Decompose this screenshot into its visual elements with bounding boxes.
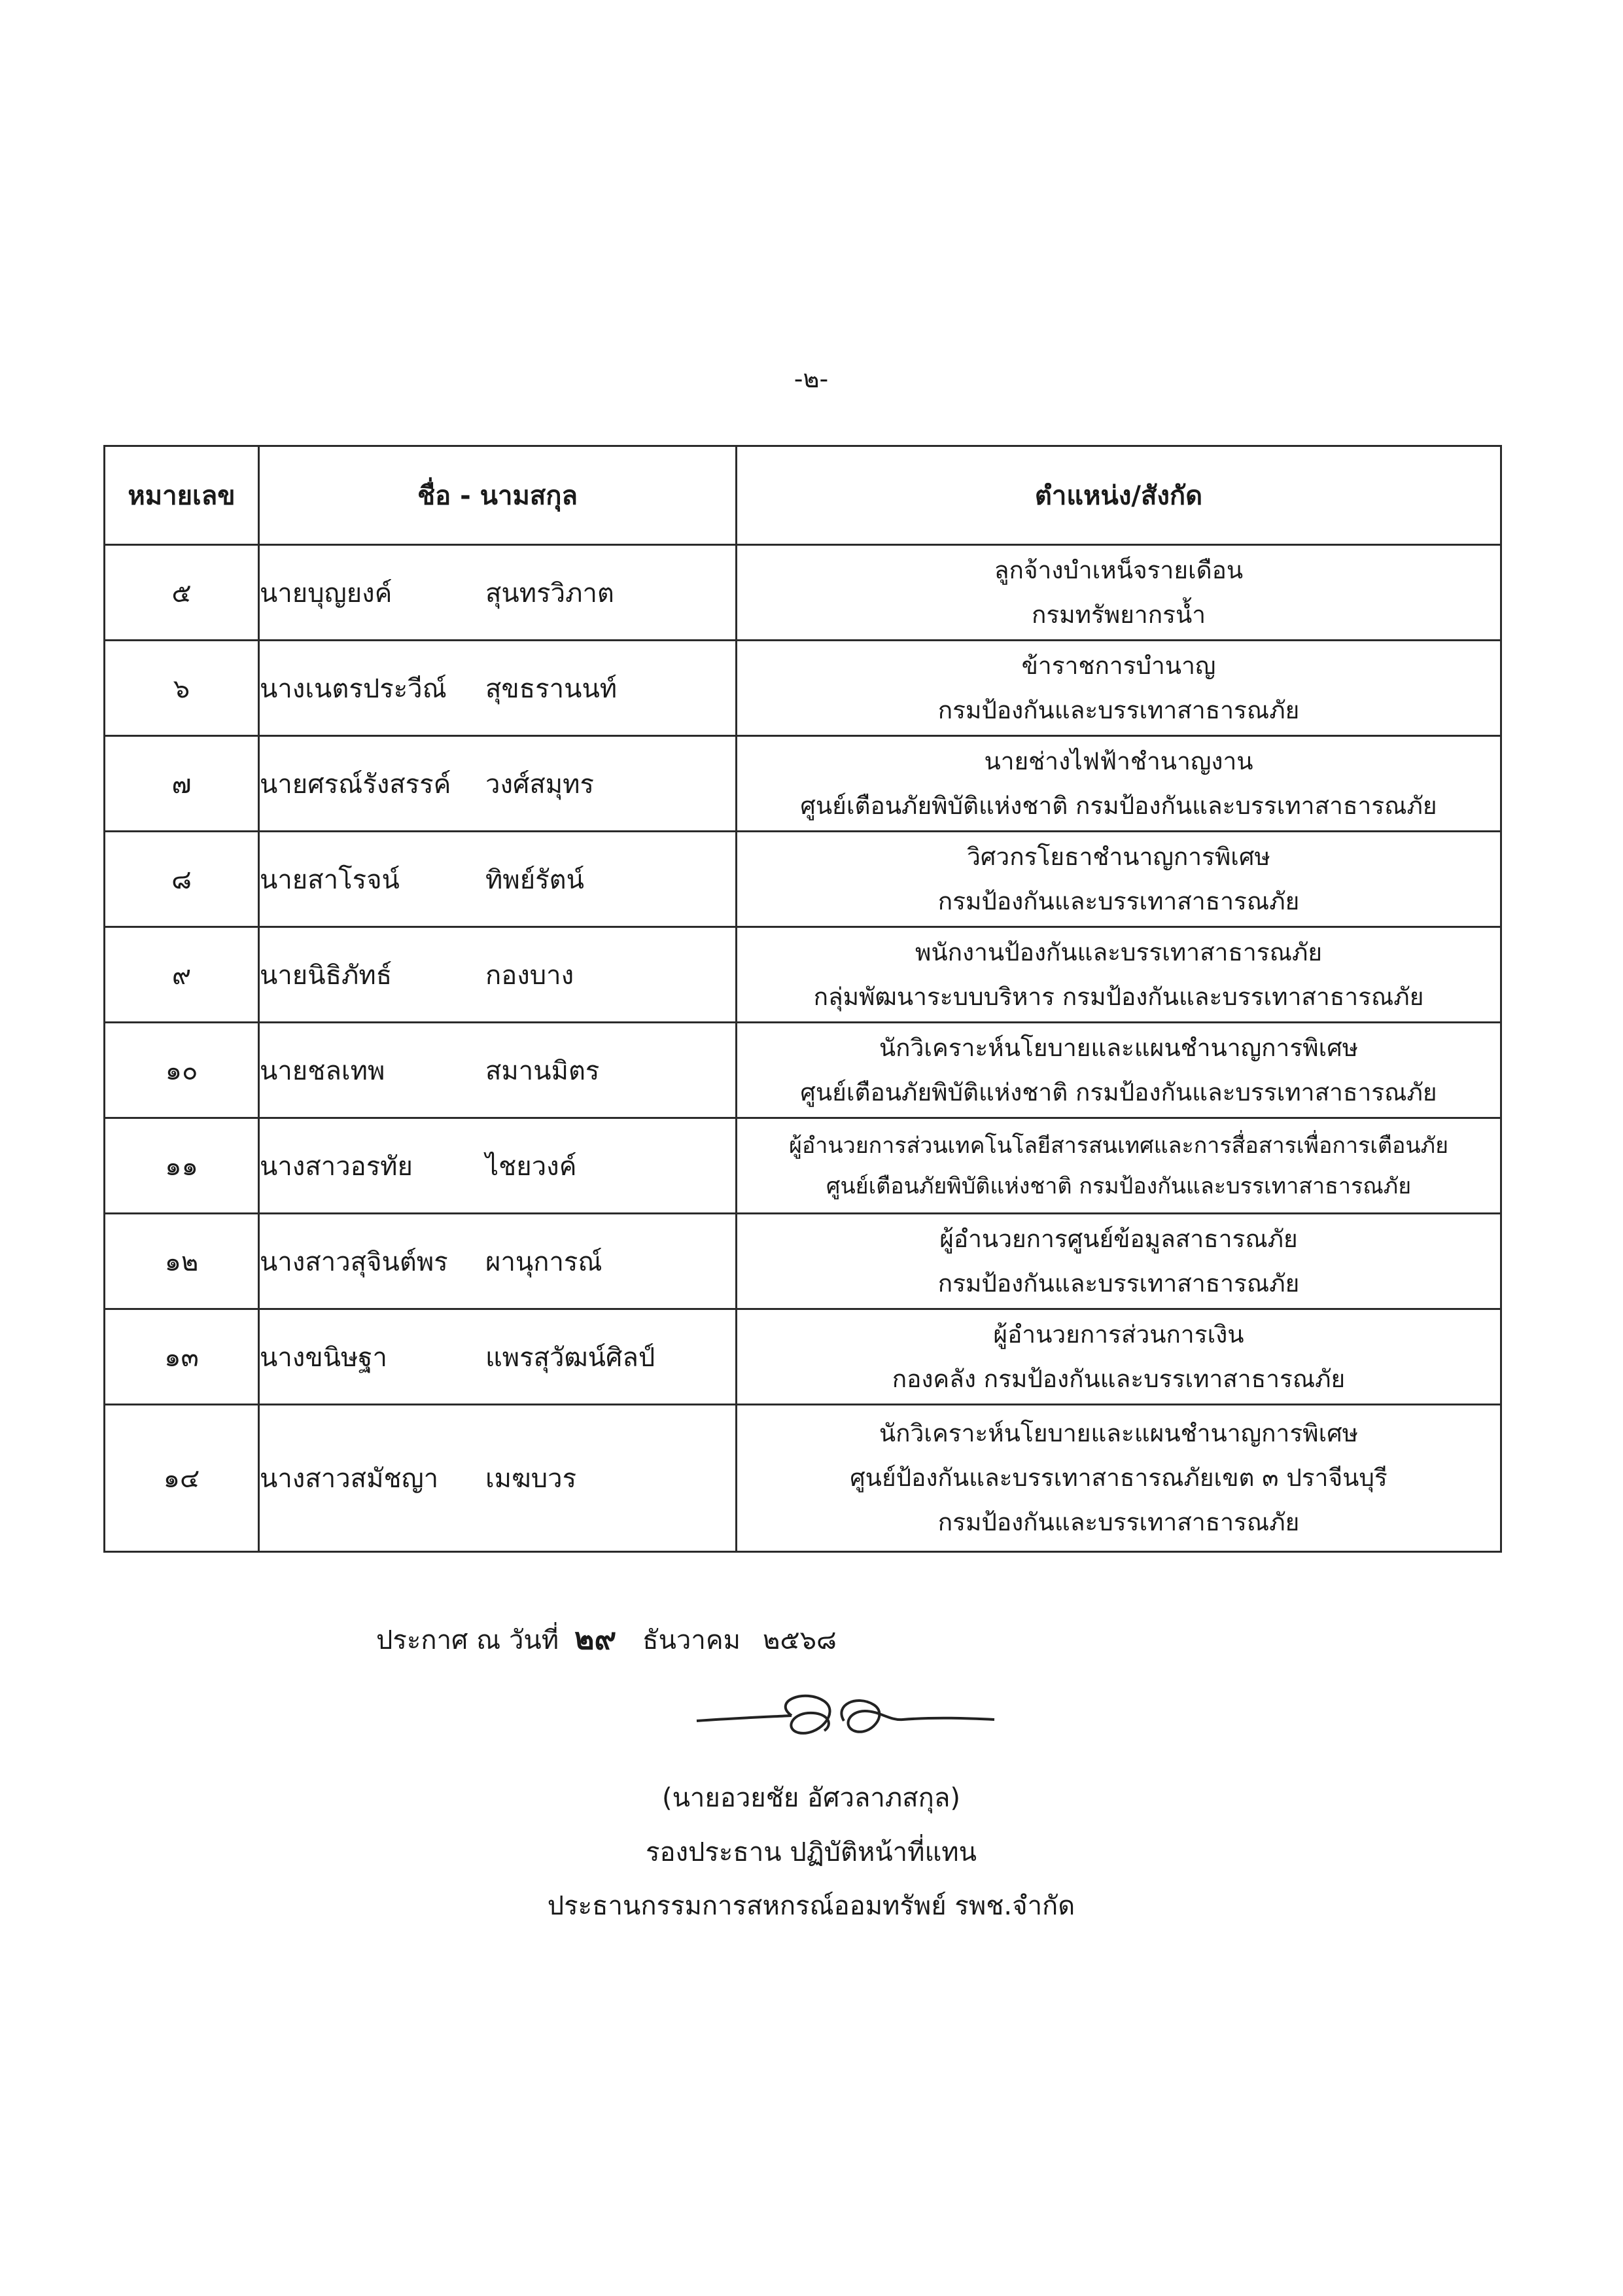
first-name: นายสาโรจน์ xyxy=(260,864,400,895)
first-name: นายชลเทพ xyxy=(260,1055,385,1086)
last-name: แพรสุวัฒน์ศิลป์ xyxy=(485,1342,655,1373)
page-number: -๒- xyxy=(794,364,829,393)
row-number: ๑๐ xyxy=(105,1023,259,1118)
signer-title: รองประธาน ปฏิบัติหน้าที่แทน xyxy=(646,1837,977,1867)
position-line: ข้าราชการบำนาญ xyxy=(1021,651,1216,680)
signer-organization: ประธานกรรมการสหกรณ์ออมทรัพย์ รพช.จำกัด xyxy=(547,1891,1075,1921)
row-position xyxy=(737,1023,1501,1118)
first-name: นางเนตรประวีณ์ xyxy=(260,673,447,704)
row-number: ๑๔ xyxy=(105,1405,259,1552)
row-name xyxy=(259,927,737,1023)
table-row xyxy=(105,641,1501,736)
row-position xyxy=(737,832,1501,927)
first-name: นายนิธิภัทธ์ xyxy=(260,960,393,991)
position-line: พนักงานป้องกันและบรรเทาสาธารณภัย xyxy=(915,938,1323,966)
header-name: ชื่อ - นามสกุล xyxy=(259,446,737,545)
position-line: กรมป้องกันและบรรเทาสาธารณภัย xyxy=(937,887,1300,915)
position-line: ผู้อำนวยการส่วนการเงิน xyxy=(993,1320,1244,1349)
table-row xyxy=(105,545,1501,641)
last-name: ผานุการณ์ xyxy=(485,1246,602,1277)
first-name: นางสาวสมัชญา xyxy=(260,1464,439,1494)
position-line: กรมป้องกันและบรรเทาสาธารณภัย xyxy=(937,1508,1300,1536)
position-line: ผู้อำนวยการส่วนเทคโนโลยีสารสนเทศและการสื่อสารเพื่อการเตือนภัย xyxy=(788,1132,1449,1159)
position-line: กองคลัง กรมป้องกันและบรรเทาสาธารณภัย xyxy=(892,1364,1346,1393)
row-number: ๙ xyxy=(105,927,259,1023)
position-line: นักวิเคราะห์นโยบายและแผนชำนาญการพิเศษ xyxy=(879,1033,1359,1062)
last-name: สมานมิตร xyxy=(485,1055,600,1086)
row-number: ๖ xyxy=(105,641,259,736)
row-number: ๘ xyxy=(105,832,259,927)
announcement-month: ธันวาคม xyxy=(642,1625,741,1655)
position-line: วิศวกรโยธาชำนาญการพิเศษ xyxy=(967,842,1270,871)
row-number: ๕ xyxy=(105,545,259,641)
row-name xyxy=(259,736,737,832)
position-line: กลุ่มพัฒนาระบบบริหาร กรมป้องกันและบรรเทาสาธารณภัย xyxy=(813,982,1424,1011)
row-position xyxy=(737,927,1501,1023)
last-name: ไชยวงค์ xyxy=(485,1151,577,1182)
table-row xyxy=(105,832,1501,927)
table-row xyxy=(105,1405,1501,1552)
last-name: สุนทรวิภาต xyxy=(485,578,614,609)
table-row xyxy=(105,927,1501,1023)
row-number: ๗ xyxy=(105,736,259,832)
table-row xyxy=(105,1309,1501,1405)
header-number: หมายเลข xyxy=(105,446,259,545)
row-name xyxy=(259,832,737,927)
header-position: ตำแหน่ง/สังกัด xyxy=(737,446,1501,545)
row-name xyxy=(259,1023,737,1118)
table-row xyxy=(105,736,1501,832)
row-name xyxy=(259,1405,737,1552)
row-position xyxy=(737,641,1501,736)
announcement-date xyxy=(376,1615,837,1663)
position-line: ศูนย์เตือนภัยพิบัติแห่งชาติ กรมป้องกันและบรรเทาสาธารณภัย xyxy=(800,1078,1437,1106)
table-row xyxy=(105,1023,1501,1118)
last-name: เมฆบวร xyxy=(485,1464,577,1494)
last-name: กองบาง xyxy=(485,960,574,991)
last-name: วงศ์สมุทร xyxy=(485,769,595,800)
member-table xyxy=(103,445,1502,1553)
row-name xyxy=(259,1309,737,1405)
first-name: นางสาวอรทัย xyxy=(260,1151,413,1182)
row-position xyxy=(737,1118,1501,1214)
row-position xyxy=(737,1214,1501,1309)
row-position xyxy=(737,1405,1501,1552)
position-line: นักวิเคราะห์นโยบายและแผนชำนาญการพิเศษ xyxy=(879,1419,1359,1447)
row-name xyxy=(259,545,737,641)
position-line: ศูนย์เตือนภัยพิบัติแห่งชาติ กรมป้องกันและบรรเทาสาธารณภัย xyxy=(826,1173,1412,1199)
row-name xyxy=(259,1214,737,1309)
signer-name: (นายอวยชัย อัศวลาภสกุล) xyxy=(661,1783,961,1813)
position-line: กรมป้องกันและบรรเทาสาธารณภัย xyxy=(937,1269,1300,1298)
announcement-prefix: ประกาศ ณ วันที่ xyxy=(376,1625,559,1655)
row-number: ๑๒ xyxy=(105,1214,259,1309)
position-line: ผู้อำนวยการศูนย์ข้อมูลสาธารณภัย xyxy=(939,1224,1298,1253)
row-position xyxy=(737,545,1501,641)
signature xyxy=(693,1675,1001,1760)
table-row xyxy=(105,1118,1501,1214)
row-name xyxy=(259,1118,737,1214)
position-line: นายช่างไฟฟ้าชำนาญงาน xyxy=(984,747,1253,775)
first-name: นางขนิษฐา xyxy=(260,1342,387,1373)
announcement-year: ๒๕๖๘ xyxy=(762,1625,837,1655)
announcement-day: ๒๙ xyxy=(574,1621,617,1656)
position-line: กรมป้องกันและบรรเทาสาธารณภัย xyxy=(937,696,1300,724)
first-name: นางสาวสุจินต์พร xyxy=(260,1246,448,1277)
position-line: ศูนย์เตือนภัยพิบัติแห่งชาติ กรมป้องกันและบรรเทาสาธารณภัย xyxy=(800,791,1437,820)
first-name: นายศรณ์รังสรรค์ xyxy=(260,769,451,800)
last-name: สุขธรานนท์ xyxy=(485,673,618,704)
table-header-row xyxy=(105,446,1501,545)
table-row xyxy=(105,1214,1501,1309)
row-position xyxy=(737,736,1501,832)
row-number: ๑๓ xyxy=(105,1309,259,1405)
last-name: ทิพย์รัตน์ xyxy=(485,864,584,895)
position-line: ลูกจ้างบำเหน็จรายเดือน xyxy=(994,556,1244,584)
row-number: ๑๑ xyxy=(105,1118,259,1214)
position-line: กรมทรัพยากรน้ำ xyxy=(1031,600,1206,629)
row-position xyxy=(737,1309,1501,1405)
first-name: นายบุญยงค์ xyxy=(260,578,393,609)
position-line: ศูนย์ป้องกันและบรรเทาสาธารณภัยเขต ๓ ปราจีนบุรี xyxy=(850,1464,1387,1492)
row-name xyxy=(259,641,737,736)
